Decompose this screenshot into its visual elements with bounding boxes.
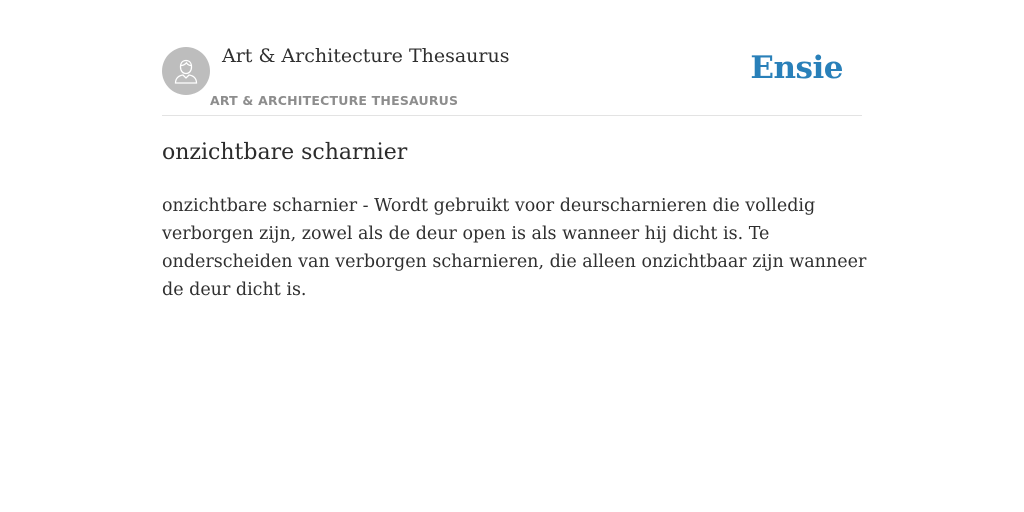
source-header — [162, 0, 862, 116]
brand-logo[interactable]: Ensie — [750, 50, 843, 86]
avatar[interactable] — [162, 47, 210, 95]
source-title[interactable]: Art & Architecture Thesaurus — [222, 45, 510, 67]
user-icon — [171, 56, 201, 86]
source-subtitle[interactable]: ART & ARCHITECTURE THESAURUS — [210, 93, 459, 108]
definition-text: onzichtbare scharnier - Wordt gebruikt voor deurscharnieren die volledig verborgen zijn, zowel als de deur open is als wanneer hij dicht is. Te onderscheiden van verborgen scharnieren, die alleen onzichtbaar zijn wanneer de deur dicht is. — [162, 196, 867, 300]
page-title: onzichtbare scharnier — [162, 140, 408, 165]
page-container — [162, 0, 867, 300]
